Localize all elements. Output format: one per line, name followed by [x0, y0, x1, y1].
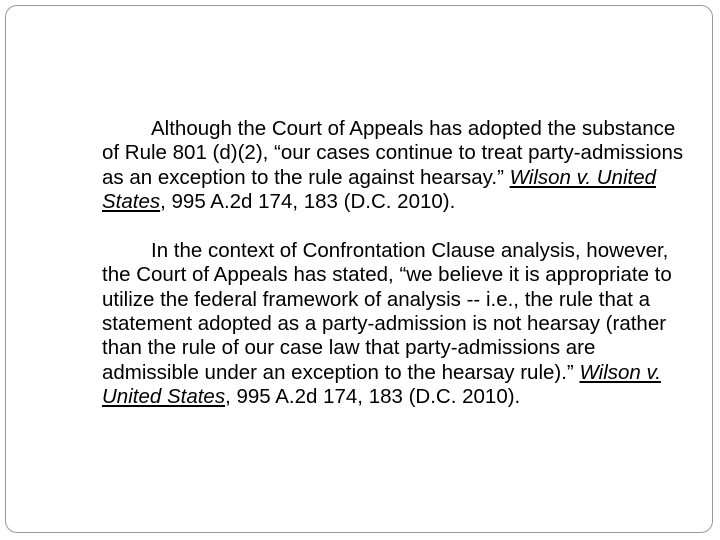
quote-text: In the context of Confrontation Clause analysis, however, the Court of Appeals has stated, “we believe it is appropriate to utilize the federal framework of analysis -- i.e., the rule that a statement adopted as a party-admission is not hearsay (rather than the rule of our case law that party-admissions are admissible under an exception to the hearsay rule).” [102, 239, 672, 384]
paragraph-party-admissions [102, 117, 687, 214]
case-name: Wilson v. United States [102, 165, 656, 213]
case-name: Wilson v. United States [102, 360, 661, 408]
slide-body [102, 117, 687, 409]
quote-text: Although the Court of Appeals has adopted the substance of Rule 801 (d)(2), “our cases continue to treat party-admissions as an exception to the rule against hearsay.” [102, 117, 684, 189]
case-citation: , 995 A.2d 174, 183 (D.C. 2010). [160, 189, 456, 213]
paragraph-confrontation-clause [102, 239, 687, 409]
case-citation: , 995 A.2d 174, 183 (D.C. 2010). [225, 384, 521, 408]
